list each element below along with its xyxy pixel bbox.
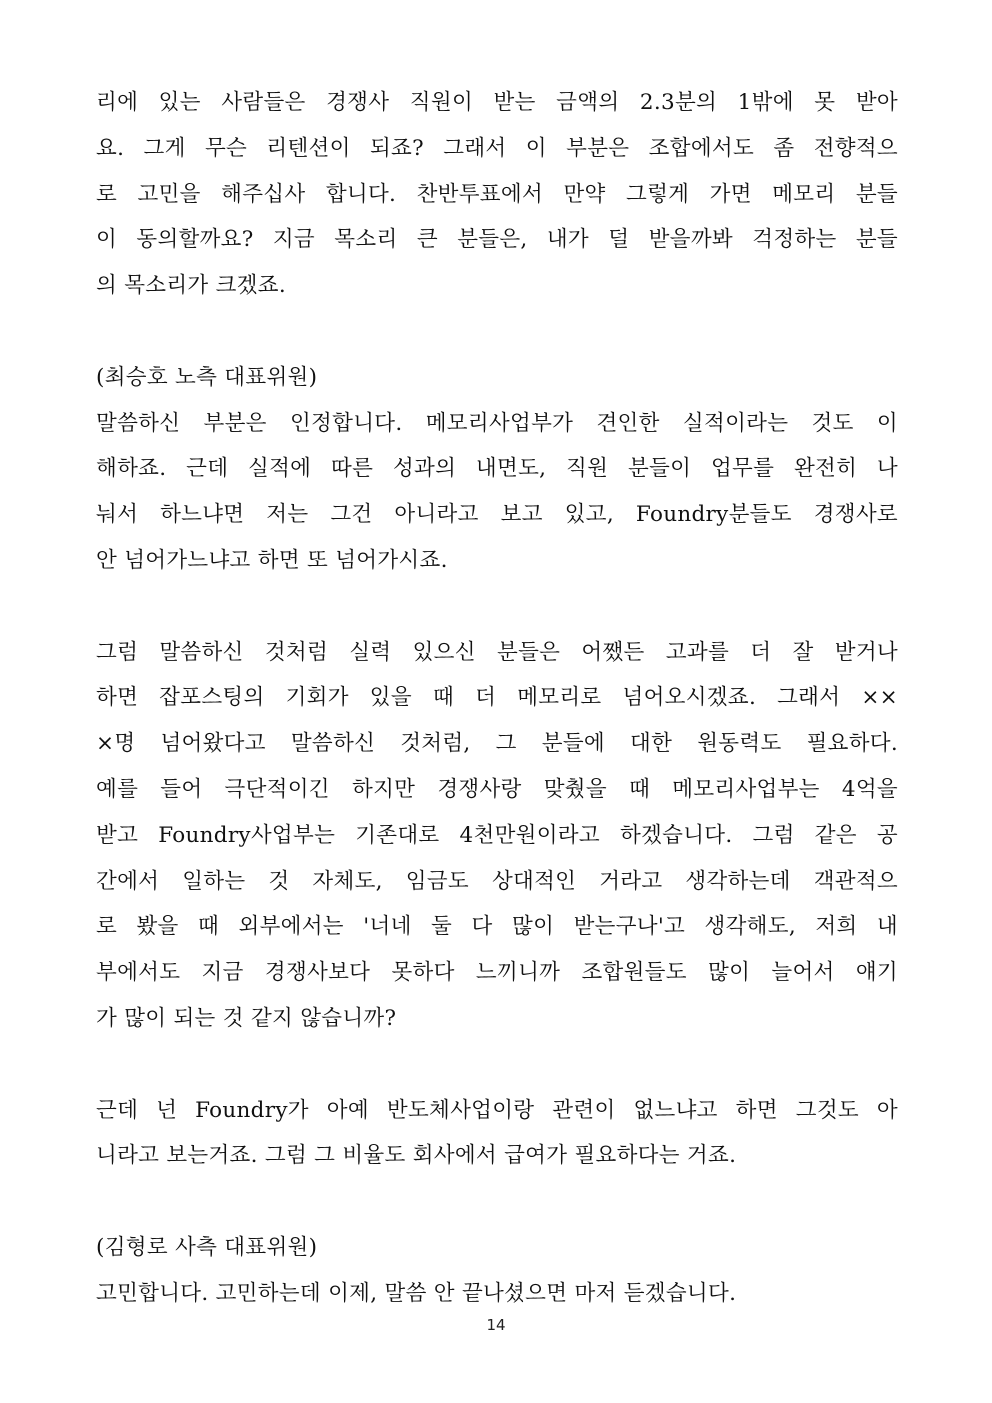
paragraph-management-response	[96, 1271, 898, 1317]
text-line: 간에서 일하는 것 자체도, 임금도 상대적인 거라고 생각하는데 객관적으	[96, 868, 898, 894]
text-line: 이 동의할까요? 지금 목소리 큰 분들은, 내가 덜 받을까봐 걱정하는 분들	[96, 227, 898, 253]
paragraph-gap	[96, 309, 898, 355]
text-line: 가 많이 되는 것 같지 않습니까?	[96, 1005, 397, 1031]
text-line: 근데 넌 Foundry가 아예 반도체사업이랑 관련이 없느냐고 하면 그것도 아	[96, 1097, 898, 1123]
text-line: 하면 잡포스팅의 기회가 있을 때 더 메모리로 넘어오시겠죠. 그래서 ××	[96, 685, 898, 711]
speaker-label: (최승호 노측 대표위원)	[96, 364, 318, 390]
text-line: 부에서도 지금 경쟁사보다 못하다 느끼니까 조합원들도 많이 늘어서 얘기	[96, 960, 898, 986]
page-number: 14	[486, 1316, 506, 1334]
paragraph-gap	[96, 584, 898, 630]
paragraph-gap	[96, 1179, 898, 1225]
text-line: 고민합니다. 고민하는데 이제, 말씀 안 끝나셨으면 마저 듣겠습니다.	[96, 1280, 737, 1306]
text-line: 예를 들어 극단적이긴 하지만 경쟁사랑 맞췄을 때 메모리사업부는 4억을	[96, 776, 898, 802]
paragraph-union-response	[96, 401, 898, 584]
text-line: 리에 있는 사람들은 경쟁사 직원이 받는 금액의 2.3분의 1밖에 못 받아	[96, 90, 898, 115]
text-line: 로 고민을 해주십사 합니다. 찬반투표에서 만약 그렇게 가면 메모리 분들	[96, 181, 898, 207]
paragraph-memory-retention	[96, 80, 898, 309]
speaker-label: (김형로 사측 대표위원)	[96, 1234, 318, 1260]
text-line: 받고 Foundry사업부는 기존대로 4천만원이라고 하겠습니다. 그럼 같은 공	[96, 822, 898, 848]
text-line: 의 목소리가 크겠죠.	[96, 273, 286, 299]
text-line: ×명 넘어왔다고 말씀하신 것처럼, 그 분들에 대한 원동력도 필요하다.	[96, 731, 898, 757]
paragraph-gap	[96, 1042, 898, 1088]
text-line: 요. 그게 무슨 리텐션이 되죠? 그래서 이 부분은 조합에서도 좀 전향적으	[96, 135, 898, 161]
text-line: 니라고 보는거죠. 그럼 그 비율도 회사에서 급여가 필요하다는 거죠.	[96, 1143, 737, 1169]
text-line: 말씀하신 부분은 인정합니다. 메모리사업부가 견인한 실적이라는 것도 이	[96, 410, 898, 436]
text-line: 해하죠. 근데 실적에 따른 성과의 내면도, 직원 분들이 업무를 완전히 나	[96, 456, 898, 482]
document-body	[96, 80, 898, 1317]
paragraph-union-example	[96, 630, 898, 1042]
text-line: 안 넘어가느냐고 하면 또 넘어가시죠.	[96, 547, 448, 573]
text-line: 로 봤을 때 외부에서는 '너네 둘 다 많이 받는구나'고 생각해도, 저희 내	[96, 914, 898, 940]
text-line: 눠서 하느냐면 저는 그건 아니라고 보고 있고, Foundry분들도 경쟁사로	[96, 502, 898, 528]
paragraph-foundry	[96, 1088, 898, 1180]
speaker-label-management	[96, 1225, 898, 1271]
speaker-label-union	[96, 355, 898, 401]
text-line: 그럼 말씀하신 것처럼 실력 있으신 분들은 어쨌든 고과를 더 잘 받거나	[96, 639, 898, 665]
